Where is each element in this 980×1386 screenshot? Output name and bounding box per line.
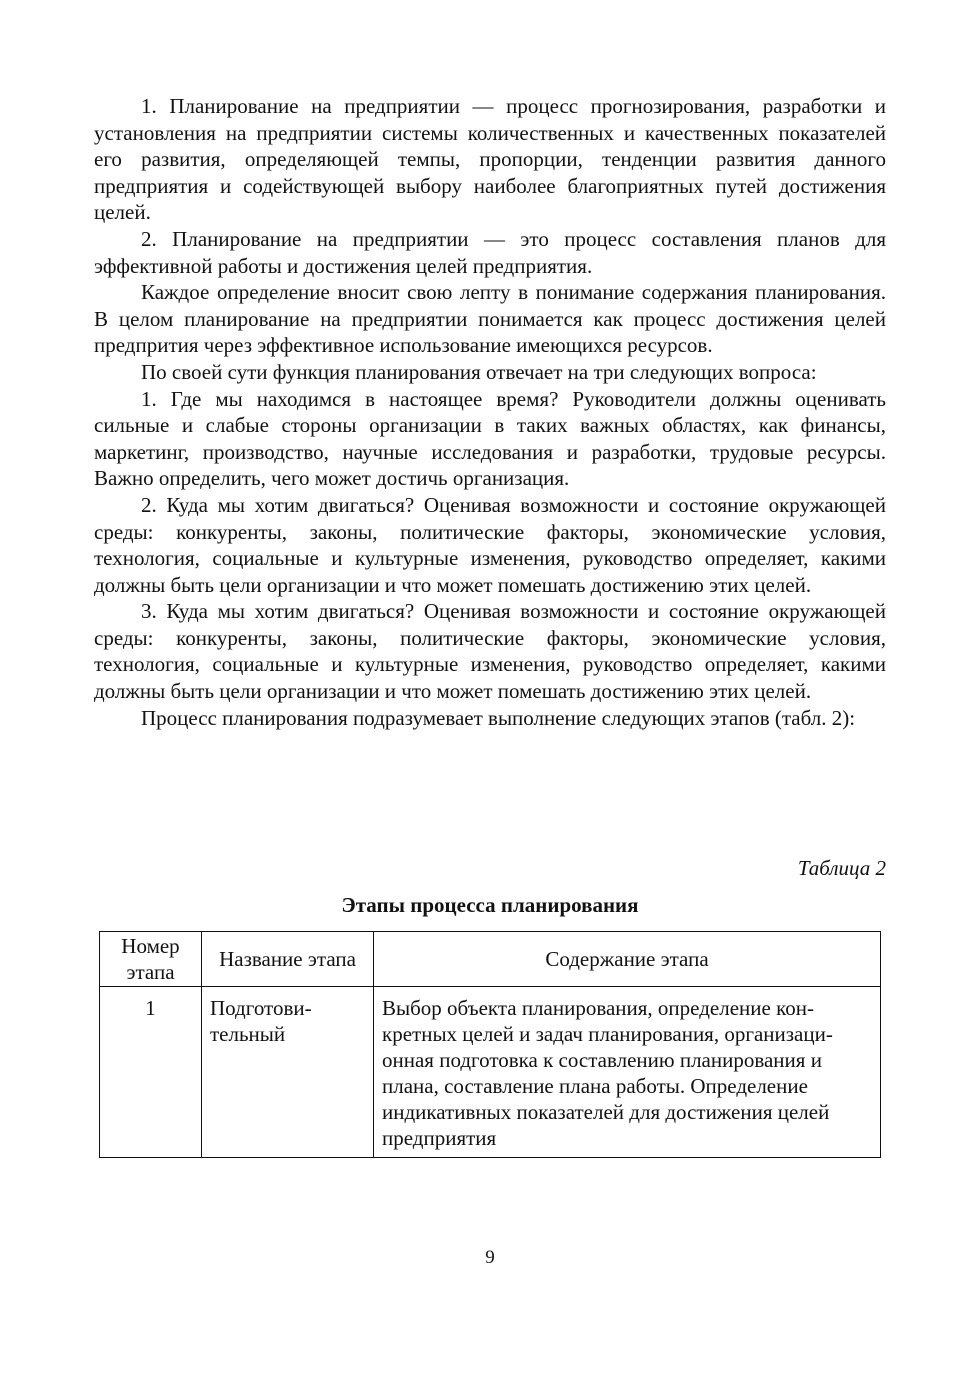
paragraph-summary: Каждое определение вносит свою лепту в понимание содержания планирования. В целом планирование на предприятии понимается как процесс достижения целей предпрития через эффективное использование имеющихся ресурсов. <box>94 280 886 358</box>
paragraph-definition-1: 1. Планирование на предприятии — процесс прогнозирования, разработки и установления на предприятии системы количественных и качественных показателей его развития, определяющей темпы, пропорции, тенденции развития данного предприятия и содействующей выбору наиболее благоприятных путей достижения целей. <box>94 94 886 225</box>
paragraph-question-3: 3. Куда мы хотим двигаться? Оценивая возможности и состояние окружающей среды: конкуренты, законы, политические факторы, экономические условия, технология, социальные и культурные изменения, руководство определяет, какими должны быть цели организации и что может помешать достижению этих целей. <box>94 599 886 704</box>
paragraph-question-2: 2. Куда мы хотим двигаться? Оценивая возможности и состояние окружающей среды: конкуренты, законы, политические факторы, экономические условия, технология, социальные и культурные изменения, руководство определяет, какими должны быть цели организации и что может помешать достижению этих целей. <box>94 492 886 597</box>
cell-stage-name: Подготовительный <box>202 987 374 1158</box>
paragraph-questions-intro: По своей сути функция планирования отвечает на три следующих вопроса: <box>141 359 817 384</box>
header-stage-number: Номер этапа <box>100 932 202 987</box>
paragraph-question-1: 1. Где мы находимся в настоящее время? Руководители должны оценивать сильные и слабые стороны организации в таких важных областях, как финансы, маркетинг, производство, научные исследования и разработки, трудовые ресурсы. Важно определить, чего может достичь организация. <box>94 386 886 491</box>
paragraph-stages-intro: Процесс планирования подразумевает выполнение следующих этапов (табл. 2): <box>141 705 856 730</box>
table-row <box>100 987 881 1158</box>
table-title: Этапы процесса планирования <box>341 893 639 917</box>
cell-stage-number: 1 <box>100 987 202 1158</box>
table-label: Таблица 2 <box>797 856 886 880</box>
stages-table <box>99 931 881 1158</box>
table-header-row <box>100 932 881 987</box>
paragraph-definition-2: 2. Планирование на предприятии — это процесс составления планов для эффективной работы и достижения целей предприятия. <box>94 226 886 278</box>
page-number: 9 <box>485 1247 495 1268</box>
header-stage-name: Название этапа <box>202 932 374 987</box>
cell-stage-content: Выбор объекта планирования, определение конкретных целей и задач планирования, организационная подготовка к составлению планирования и плана, составление плана работы. Определение индикативных показателей для достижения целей предприятия <box>374 987 881 1158</box>
body-text <box>94 93 886 731</box>
header-stage-content: Содержание этапа <box>374 932 881 987</box>
